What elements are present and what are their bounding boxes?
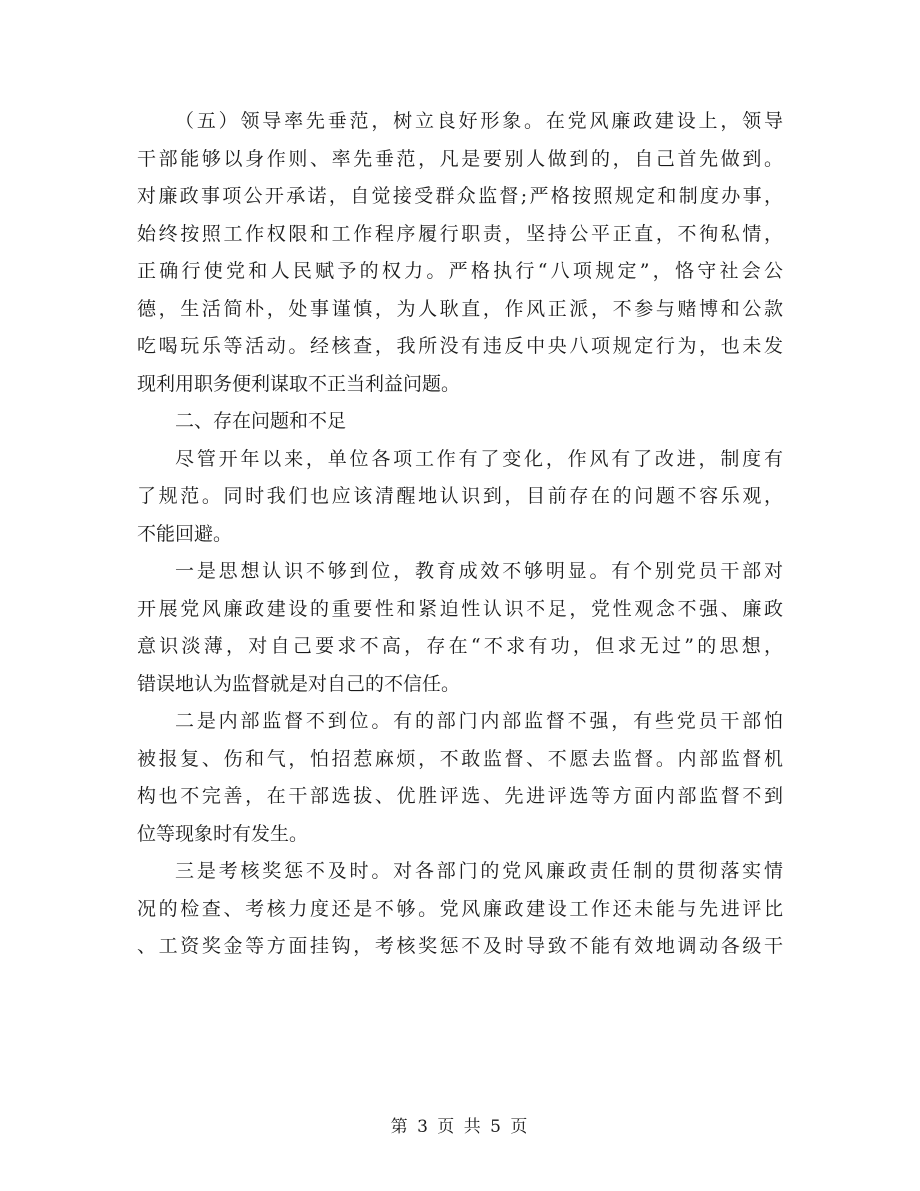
text-line: 始终按照工作权限和工作程序履行职责，坚持公平正直，不徇私情， bbox=[137, 222, 783, 245]
text-line: 、工资奖金等方面挂钩，考核奖惩不及时导致不能有效地调动各级干 bbox=[137, 935, 783, 957]
text-line: 开展党风廉政建设的重要性和紧迫性认识不足，党性观念不强、廉政 bbox=[137, 597, 783, 620]
document-body bbox=[137, 103, 783, 966]
text-line: 二是内部监督不到位。有的部门内部监督不强，有些党员干部怕 bbox=[175, 710, 783, 732]
text-line: 一是思想认识不够到位，教育成效不够明显。有个别党员干部对 bbox=[175, 560, 783, 582]
text-line: 德，生活简朴，处事谨慎，为人耿直，作风正派，不参与赌博和公款 bbox=[137, 297, 783, 320]
text-line: 正确行使党和人民赋予的权力。严格执行“八项规定”，恪守社会公 bbox=[137, 260, 783, 282]
text-line: （五）领导率先垂范，树立良好形象。在党风廉政建设上，领导 bbox=[175, 110, 783, 132]
text-line: 对廉政事项公开承诺，自觉接受群众监督;严格按照规定和制度办事， bbox=[137, 185, 783, 207]
paragraph-leadership bbox=[137, 103, 783, 403]
text-line: 况的检查、考核力度还是不够。党风廉政建设工作还未能与先进评比 bbox=[137, 897, 783, 920]
text-line: 干部能够以身作则、率先垂范，凡是要别人做到的，自己首先做到。 bbox=[137, 147, 783, 170]
text-line: 意识淡薄，对自己要求不高，存在“不求有功，但求无过”的思想， bbox=[137, 635, 783, 657]
paragraph-thinking bbox=[137, 553, 783, 703]
text-line: 错误地认为监督就是对自己的不信任。 bbox=[137, 672, 461, 695]
page-number-footer: 第 3 页 共 5 页 bbox=[390, 1117, 530, 1137]
text-line: 现利用职务便利谋取不正当利益问题。 bbox=[137, 372, 461, 395]
text-line: 了规范。同时我们也应该清醒地认识到，目前存在的问题不容乐观， bbox=[137, 485, 783, 507]
paragraph-assessment bbox=[137, 853, 783, 966]
section-heading bbox=[137, 403, 783, 441]
text-line: 被报复、伤和气，怕招惹麻烦，不敢监督、不愿去监督。内部监督机 bbox=[137, 747, 783, 770]
text-line: 吃喝玩乐等活动。经核查，我所没有违反中央八项规定行为，也未发 bbox=[137, 335, 783, 357]
heading-text: 二、存在问题和不足 bbox=[175, 410, 347, 432]
text-line: 三是考核奖惩不及时。对各部门的党风廉政责任制的贯彻落实情 bbox=[175, 860, 783, 882]
text-line: 不能回避。 bbox=[137, 522, 233, 545]
paragraph-supervision bbox=[137, 703, 783, 853]
paragraph-intro bbox=[137, 441, 783, 554]
text-line: 构也不完善，在干部选拔、优胜评选、先进评选等方面内部监督不到 bbox=[137, 785, 783, 807]
text-line: 位等现象时有发生。 bbox=[137, 822, 309, 845]
text-line: 尽管开年以来，单位各项工作有了变化，作风有了改进，制度有 bbox=[175, 447, 783, 470]
